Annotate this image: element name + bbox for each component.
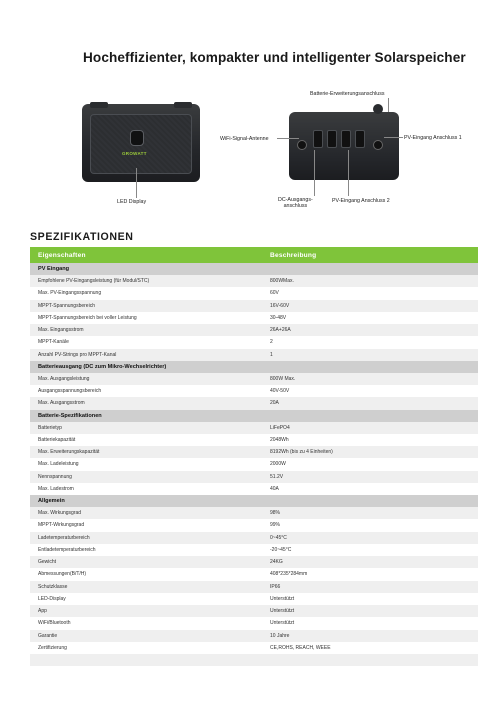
value-cell: 2048Wh [262, 434, 478, 446]
property-cell [30, 654, 262, 666]
table-row [30, 422, 478, 434]
table-row [30, 617, 478, 629]
value-cell: LiFePO4 [262, 422, 478, 434]
callout-line [314, 150, 315, 196]
table-row [30, 568, 478, 580]
label-pv-input-2: PV-Eingang Anschluss 2 [332, 198, 390, 204]
property-cell: Abmessungen(B/T/H) [30, 568, 262, 580]
value-cell: 800WMax. [262, 275, 478, 287]
table-row [30, 483, 478, 495]
value-cell: CE,ROHS, REACH, WEEE [262, 642, 478, 654]
value-cell: 24KG [262, 556, 478, 568]
value-cell: 99% [262, 519, 478, 531]
callout-line [388, 98, 389, 112]
property-cell: Batteriekapazität [30, 434, 262, 446]
table-row [30, 581, 478, 593]
property-cell: WiFi/Bluetooth [30, 617, 262, 629]
table-row [30, 336, 478, 348]
property-cell: App [30, 605, 262, 617]
section-row [30, 263, 478, 275]
property-cell: MPPT-Spannungsbereich bei voller Leistung [30, 312, 262, 324]
value-cell: 30-48V [262, 312, 478, 324]
property-cell: Max. Ausgangsleistung [30, 373, 262, 385]
property-cell: Ladetemperaturbereich [30, 532, 262, 544]
property-cell: Gewicht [30, 556, 262, 568]
section-title: Batterieausgang (DC zum Mikro-Wechselrichter) [30, 361, 478, 373]
port-pv1 [313, 130, 323, 148]
spec-title: SPEZIFIKATIONEN [30, 231, 134, 243]
section-row [30, 410, 478, 422]
value-cell [262, 654, 478, 666]
spec-table [30, 247, 478, 666]
table-row [30, 507, 478, 519]
section-title: Allgemein [30, 495, 478, 507]
property-cell: Max. Wirkungsgrad [30, 507, 262, 519]
value-cell: 0~45°C [262, 532, 478, 544]
value-cell: 2000W [262, 458, 478, 470]
table-row [30, 532, 478, 544]
value-cell: 40A [262, 483, 478, 495]
value-cell: -20~45°C [262, 544, 478, 556]
device-antenna [373, 104, 383, 114]
property-cell: MPPT-Kanäle [30, 336, 262, 348]
table-row [30, 544, 478, 556]
value-cell: Unterstützt [262, 617, 478, 629]
value-cell: 2 [262, 336, 478, 348]
value-cell: 16V-60V [262, 300, 478, 312]
label-led-display: LED Display [117, 199, 147, 205]
property-cell: Entladetemperaturbereich [30, 544, 262, 556]
table-row [30, 434, 478, 446]
callout-line [348, 150, 349, 196]
value-cell: 1 [262, 349, 478, 361]
value-cell: Unterstützt [262, 605, 478, 617]
value-cell: 408*235*284mm [262, 568, 478, 580]
spec-table-header [30, 247, 478, 263]
value-cell: IP66 [262, 581, 478, 593]
property-cell: Zertifizierung [30, 642, 262, 654]
property-cell: MPPT-Wirkungsgrad [30, 519, 262, 531]
label-battery-expansion: Batterie-Erweiterungsanschluss [310, 91, 385, 97]
brand-logo: GROWATT [122, 151, 147, 156]
header-description: Beschreibung [262, 247, 478, 263]
table-row [30, 471, 478, 483]
table-row [30, 373, 478, 385]
port-dc-a [341, 130, 351, 148]
label-wifi-antenna: WiFi-Signal-Antenne [220, 136, 269, 142]
table-row [30, 385, 478, 397]
property-cell: Garantie [30, 630, 262, 642]
table-row [30, 397, 478, 409]
property-cell: Empfohlene PV-Eingangsleistung (für Modul/STC) [30, 275, 262, 287]
value-cell: 26A+26A [262, 324, 478, 336]
value-cell: Unterstützt [262, 593, 478, 605]
led-display-screen [130, 130, 144, 146]
table-row [30, 287, 478, 299]
value-cell: 800W Max. [262, 373, 478, 385]
table-row [30, 593, 478, 605]
value-cell: 40V-50V [262, 385, 478, 397]
table-row [30, 519, 478, 531]
value-cell: 60V [262, 287, 478, 299]
table-row [30, 654, 478, 666]
device-rear-image [289, 112, 399, 180]
property-cell: Ausgangsspannungsbereich [30, 385, 262, 397]
property-cell: Max. Ausgangsstrom [30, 397, 262, 409]
section-title: PV Eingang [30, 263, 478, 275]
spec-table-body [30, 263, 478, 666]
section-row [30, 361, 478, 373]
value-cell: 51.2V [262, 471, 478, 483]
page-headline: Hocheffizienter, kompakter und intelligenter Solarspeicher [83, 50, 466, 65]
table-row [30, 458, 478, 470]
value-cell: 8192Wh (bis zu 4 Einheiten) [262, 446, 478, 458]
table-row [30, 324, 478, 336]
value-cell: 10 Jahre [262, 630, 478, 642]
property-cell: Batterietyp [30, 422, 262, 434]
port-expansion [373, 140, 383, 150]
label-pv-input-1: PV-Eingang Anschluss 1 [404, 135, 462, 141]
table-row [30, 300, 478, 312]
table-row [30, 605, 478, 617]
table-row [30, 642, 478, 654]
header-properties: Eigenschaften [30, 247, 262, 263]
section-title: Batterie-Spezifikationen [30, 410, 478, 422]
value-cell: 20A [262, 397, 478, 409]
property-cell: Max. PV-Eingangsspannung [30, 287, 262, 299]
table-row [30, 312, 478, 324]
property-cell: Max. Ladeleistung [30, 458, 262, 470]
value-cell: 98% [262, 507, 478, 519]
port-dc-b [355, 130, 365, 148]
port-round [297, 140, 307, 150]
property-cell: Max. Ladestrom [30, 483, 262, 495]
table-row [30, 446, 478, 458]
property-cell: Max. Eingangsstrom [30, 324, 262, 336]
device-handle [174, 102, 192, 108]
section-row [30, 495, 478, 507]
device-handle [90, 102, 108, 108]
property-cell: LED-Display [30, 593, 262, 605]
property-cell: Nennspannung [30, 471, 262, 483]
callout-line [384, 137, 403, 138]
table-row [30, 275, 478, 287]
property-cell: MPPT-Spannungsbereich [30, 300, 262, 312]
property-cell: Max. Erweiterungskapazität [30, 446, 262, 458]
table-row [30, 556, 478, 568]
property-cell: Anzahl PV-Strings pro MPPT-Kanal [30, 349, 262, 361]
label-dc-output: DC-Ausgangs- anschluss [278, 197, 313, 209]
port-pv2 [327, 130, 337, 148]
property-cell: Schutzklasse [30, 581, 262, 593]
callout-line [277, 138, 299, 139]
table-row [30, 630, 478, 642]
callout-line [136, 168, 137, 198]
table-row [30, 349, 478, 361]
device-front-image [82, 104, 200, 182]
